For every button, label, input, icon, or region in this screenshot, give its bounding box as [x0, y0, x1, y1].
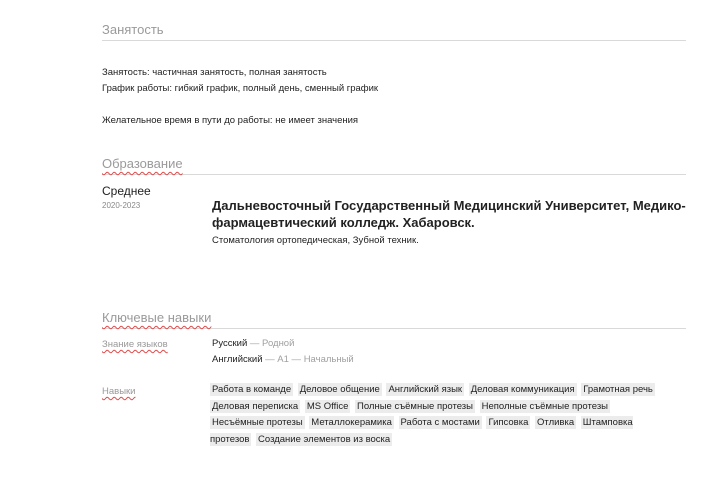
- skill-tag: Металлокерамика: [311, 417, 392, 428]
- education-section-title: Образование: [102, 156, 686, 175]
- skill-tag: Полные съёмные протезы: [357, 400, 473, 412]
- skill-tag: Неполные съёмные протезы: [481, 400, 609, 412]
- bottom-fade: [102, 470, 686, 480]
- language-row-russian: [212, 338, 294, 349]
- skill-tag: Деловая переписка: [212, 400, 299, 412]
- language-row-english: [212, 354, 354, 365]
- key-skills-section-title: Ключевые навыки: [102, 310, 686, 329]
- education-level: Среднее: [102, 184, 151, 198]
- education-years: 2020-2023: [102, 201, 141, 210]
- skill-tag: Работа в команде: [212, 384, 292, 395]
- skill-tag: Отливка: [537, 417, 575, 428]
- language-name: Русский: [212, 338, 248, 349]
- skill-tag: Грамотная речь: [583, 384, 653, 395]
- skill-tag: Работа с мостами: [400, 417, 480, 428]
- language-level: — A1 — Начальный: [262, 354, 354, 365]
- education-specialty: Стоматология ортопедическая, Зубной техник.: [212, 235, 419, 246]
- languages-label: Знание языков: [102, 339, 168, 350]
- skill-tag: Английский язык: [388, 384, 463, 395]
- skill-tag: Деловая коммуникация: [470, 384, 575, 395]
- skills-label: Навыки: [102, 386, 136, 397]
- skill-tag: Штамповка протезов: [210, 417, 633, 445]
- education-institution: Дальневосточный Государственный Медицинский Университет, Медико-фармацевтический колледж. Хабаровск.: [212, 198, 686, 230]
- work-schedule-line: График работы: гибкий график, полный день, сменный график: [102, 83, 379, 94]
- skill-tag: Несъёмные протезы: [212, 417, 303, 428]
- skill-tag: MS Office: [306, 400, 349, 412]
- language-name: Английский: [212, 354, 263, 365]
- skill-tag: Деловое общение: [299, 384, 380, 395]
- skill-tag: Создание элементов из воска: [258, 433, 391, 445]
- language-level: — Родной: [247, 338, 295, 349]
- skill-tag: Гипсовка: [488, 417, 529, 428]
- commute-time-line: Желательное время в пути до работы: не имеет значения: [102, 115, 359, 126]
- employment-type-line: Занятость: частичная занятость, полная занятость: [102, 67, 327, 78]
- skills-tag-list: [210, 382, 660, 448]
- employment-section-title: Занятость: [102, 22, 686, 41]
